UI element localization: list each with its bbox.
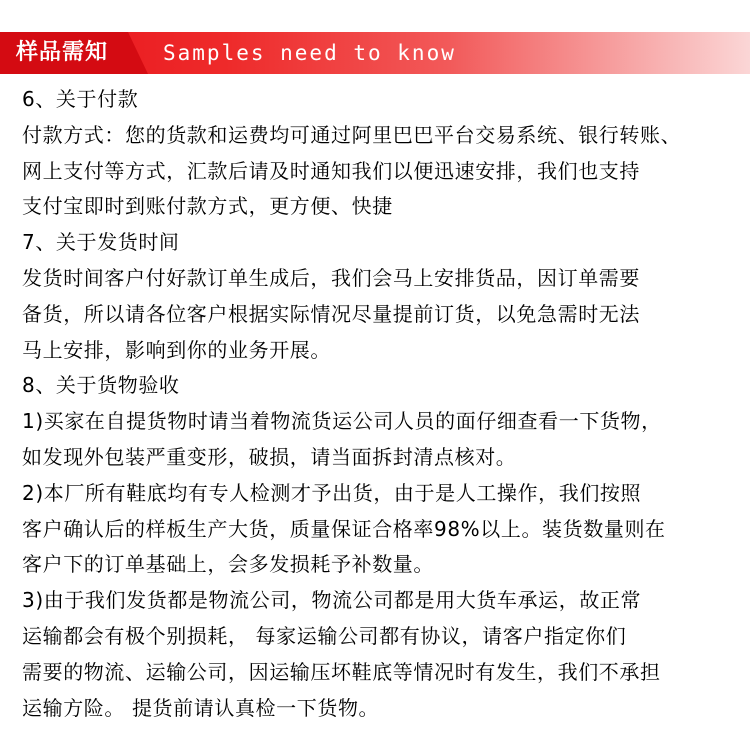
header-title-en: Samples need to know xyxy=(163,41,456,65)
text-line: 需要的物流、运输公司，因运输压坏鞋底等情况时有发生，我们不承担 xyxy=(22,659,661,684)
section-heading-shipping-time: 7、关于发货时间 xyxy=(22,230,180,255)
text-line: 备货，所以请各位客户根据实际情况尽量提前订货，以免急需时无法 xyxy=(22,301,640,326)
header-banner xyxy=(0,32,750,74)
notice-content xyxy=(22,82,742,726)
section-heading-payment: 6、关于付款 xyxy=(22,87,139,111)
text-line: 客户确认后的样板生产大货，质量保证合格率98%以上。装货数量则在 xyxy=(22,516,666,541)
text-line: 付款方式：您的货款和运费均可通过阿里巴巴平台交易系统、银行转账、 xyxy=(22,122,682,147)
text-line: 支付宝即时到账付款方式，更方便、快捷 xyxy=(22,194,393,219)
text-line: 客户下的订单基础上，会多发损耗予补数量。 xyxy=(22,552,434,577)
text-line: 1)买家在自提货物时请当着物流货运公司人员的面仔细查看一下货物， xyxy=(22,409,662,434)
text-line: 运输方险。 提货前请认真检一下货物。 xyxy=(22,695,380,720)
section-heading-inspection: 8、关于货物验收 xyxy=(22,373,180,398)
text-line: 运输都会有极个别损耗， 每家运输公司都有协议，请客户指定你们 xyxy=(22,623,627,648)
text-line: 马上安排，影响到你的业务开展。 xyxy=(22,337,331,362)
text-line: 发货时间客户付好款订单生成后，我们会马上安排货品，因订单需要 xyxy=(22,265,640,290)
text-line: 网上支付等方式，汇款后请及时通知我们以便迅速安排，我们也支持 xyxy=(22,158,640,183)
text-line: 2)本厂所有鞋底均有专人检测才予出货，由于是人工操作，我们按照 xyxy=(22,480,642,505)
text-line: 如发现外包装严重变形，破损，请当面拆封清点核对。 xyxy=(22,444,517,469)
text-line: 3)由于我们发货都是物流公司，物流公司都是用大货车承运，故正常 xyxy=(22,588,642,613)
header-title-cn: 样品需知 xyxy=(16,40,109,65)
